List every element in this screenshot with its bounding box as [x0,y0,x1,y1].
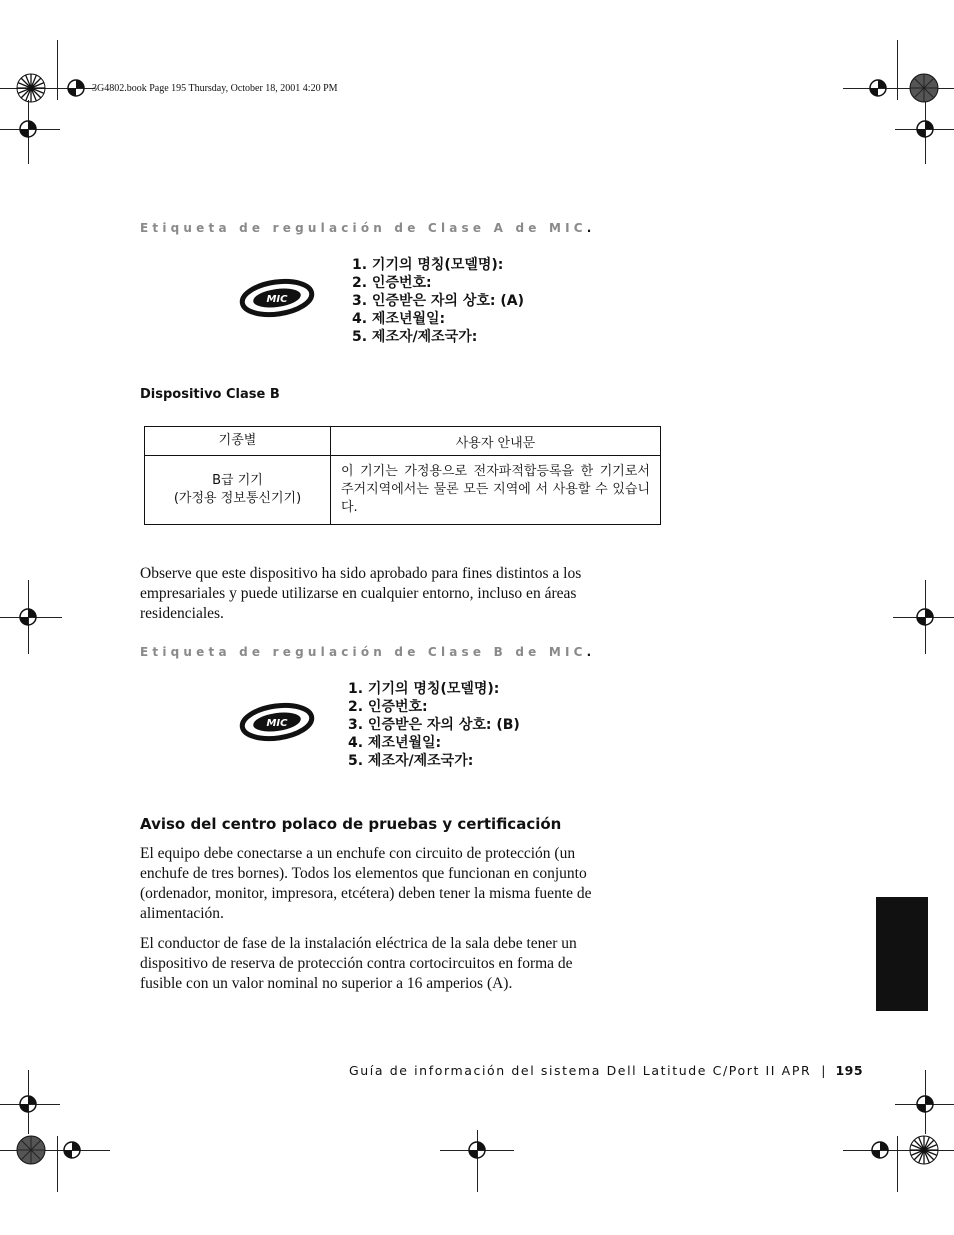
class-b-device-heading: Dispositivo Clase B [140,387,280,402]
class-b-paragraph: Observe que este dispositivo ha sido aprobado para fines distintos a los empresariales y puede utilizarse en cualquier entorno, incluso en áreas residenciales. [140,565,582,622]
page-footer [349,1063,863,1078]
label-line: 3. 인증받은 자의 상호: (B) [348,717,520,733]
polish-paragraph-1: El equipo debe conectarse a un enchufe con circuito de protección (un enchufe de tres bornes). Todos los elementos que funcionan en conjunto (ordenador, monitor, impresora, etcétera) deben tener la misma fuente de alimentación. [140,845,592,922]
gray-disc-icon [908,72,940,104]
table-header-cell: 사용자 안내문 [331,427,661,456]
registration-target-icon [864,74,892,102]
class-b-notice-table [144,426,661,525]
label-line: 3. 인증받은 자의 상호: (A) [352,293,524,309]
label-line: 2. 인증번호: [352,275,432,291]
polish-notice-heading: Aviso del centro polaco de pruebas y certificación [140,815,562,833]
registration-target-icon [58,1136,86,1164]
class-b-caption-text: Etiqueta de regulación de Clase B de MIC [140,645,587,659]
label-line: 4. 제조년월일: [348,735,442,751]
mic-logo-text: MIC [266,294,288,305]
registration-target-icon [866,1136,894,1164]
class-a-caption-text: Etiqueta de regulación de Clase A de MIC [140,221,587,235]
footer-title: Guía de información del sistema Dell Latitude C/Port II APR [349,1063,812,1078]
footer-separator: | [821,1063,826,1078]
table-cell-kind [145,456,331,525]
caption-period: . [586,221,592,235]
registration-target-icon [911,603,939,631]
label-line: 4. 제조년월일: [352,311,446,327]
mic-logo-text: MIC [266,718,288,729]
page-number: 195 [835,1063,864,1078]
caption-period: . [586,645,592,659]
table-header-cell: 기종별 [145,427,331,456]
table-row [145,456,661,525]
starburst-icon [908,1134,940,1166]
kind-line: (가정용 정보통신기기) [173,491,302,506]
label-line: 2. 인증번호: [348,699,428,715]
class-b-caption [140,645,591,659]
label-line: 1. 기기의 명칭(모델명): [348,681,500,697]
table-header-row [145,427,661,456]
registration-target-icon [14,115,42,143]
registration-target-icon [14,1090,42,1118]
registration-target-icon [911,1090,939,1118]
starburst-icon [15,72,47,104]
registration-target-icon [14,603,42,631]
mic-logo-class-a [238,276,316,320]
label-line: 1. 기기의 명칭(모델명): [352,257,504,273]
table-cell-notice: 이 기기는 가정용으로 전자파적합등록을 한 기기로서 주거지역에서는 물론 모든 지역에 서 사용할 수 있습니다. [331,456,661,525]
label-line: 5. 제조자/제조국가: [352,329,478,345]
registration-target-icon [911,115,939,143]
polish-paragraph-2: El conductor de fase de la instalación eléctrica de la sala debe tener un dispositivo de reserva de protección contra cortocircuitos en forma de fusible con un valor nominal no superior a 16 amperios (A). [140,935,577,992]
class-a-label-lines [352,256,524,346]
section-thumb-tab [876,897,928,1011]
print-header-meta: 3G4802.book Page 195 Thursday, October 18, 2001 4:20 PM [92,83,338,94]
class-a-caption [140,221,591,235]
class-b-label-lines [348,680,520,770]
kind-line: B급 기기 [212,473,263,488]
label-line: 5. 제조자/제조국가: [348,753,474,769]
mic-logo-class-b [238,700,316,744]
gray-disc-icon [15,1134,47,1166]
registration-target-icon [62,74,90,102]
registration-target-icon [463,1136,491,1164]
